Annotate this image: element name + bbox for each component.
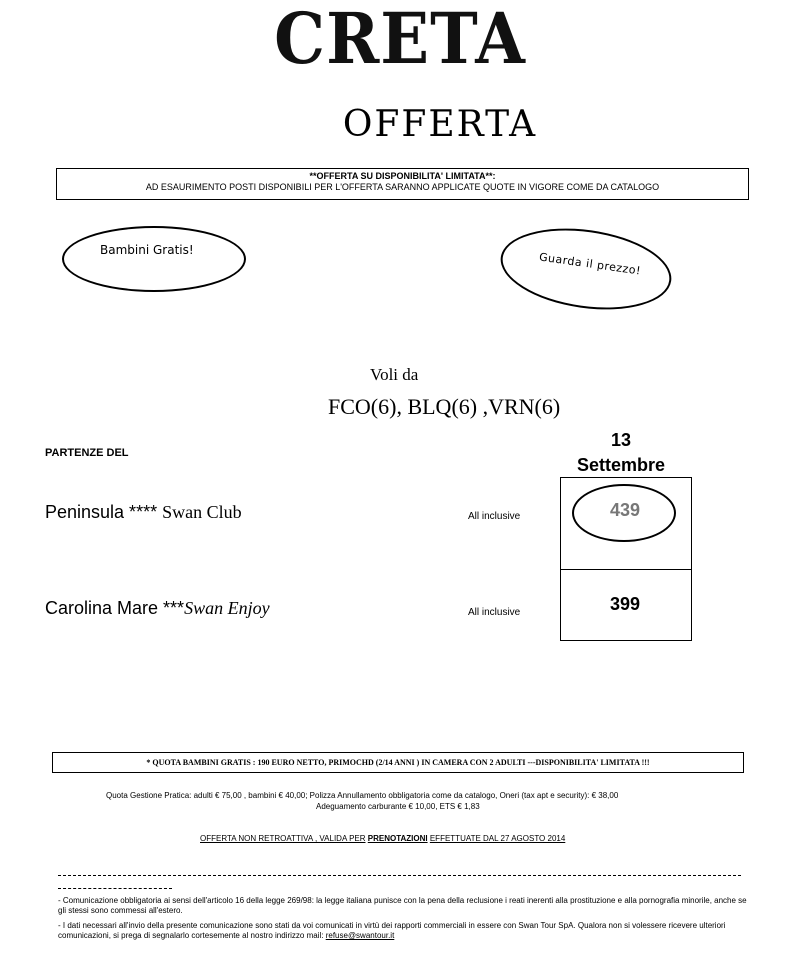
hotel-name: Peninsula **** [45, 502, 158, 522]
legal-note: - Comunicazione obbligatoria ai sensi dell'articolo 16 della legge 269/98: la legge italiana punisce con la pena della reclusione i reati inerenti alla prostituzione e alla pornografia minorile, anche se gli stessi sono commessi all'estero. [58, 896, 747, 915]
offer-validity-note [200, 834, 565, 843]
departure-month: Settembre [576, 455, 666, 475]
departures-label: PARTENZE DEL [45, 447, 129, 459]
email-link[interactable]: refuse@swantour.it [325, 931, 395, 940]
privacy-note-text: - I dati necessari all'invio della presente comunicazione sono stati da voi comunicati in virtù dei rapporti commerciali in essere con Swan Tour SpA. Qualora non si volessere ricevere ulteriori comunicazioni, si prega di segnalarlo cortesemente al nostro indirizzo mail: [58, 921, 726, 940]
fees-line: Quota Gestione Pratica: adulti € 75,00 , bambini € 40,00; Polizza Annullamento obbligatoria come da catalogo, Oneri (tax apt e security): € 38,00 [106, 791, 619, 800]
hotel-treatment: All inclusive [468, 511, 521, 522]
hotel-row [45, 502, 242, 523]
offer-note-suffix: EFFETTUATE DAL 27 AGOSTO 2014 [429, 834, 566, 843]
privacy-note [58, 921, 748, 941]
price-badge [495, 218, 676, 319]
page-subtitle: OFFERTA [342, 104, 538, 145]
kids-price-note: * QUOTA BAMBINI GRATIS : 190 EURO NETTO, PRIMOCHD (2/14 ANNI ) IN CAMERA CON 2 ADULTI ---DISPONIBILITA' LIMITATA !!! [52, 752, 744, 773]
footer-divider-short [58, 888, 172, 889]
page-title: CRETA [274, 0, 526, 81]
price-cell: 399 [609, 594, 641, 614]
price-circle [572, 484, 676, 542]
price-badge-label: Guarda il prezzo! [538, 250, 642, 278]
price-divider [560, 569, 691, 570]
hotel-treatment: All inclusive [468, 607, 521, 618]
fees-line: Adeguamento carburante € 10,00, ETS € 1,83 [316, 802, 480, 811]
footer-divider [58, 875, 741, 876]
notice-text: AD ESAURIMENTO POSTI DISPONIBILI PER L'OFFERTA SARANNO APPLICATE QUOTE IN VIGORE COME DA CATALOGO [145, 182, 660, 192]
kids-free-label: Bambini Gratis! [100, 243, 194, 257]
hotel-brand: Swan Enjoy [184, 598, 270, 618]
hotel-name: Carolina Mare *** [45, 598, 185, 618]
flights-label: Voli da [370, 365, 419, 384]
offer-note-bold: PRENOTAZIONI [367, 834, 428, 843]
kids-free-badge [62, 226, 246, 292]
offer-note-prefix: OFFERTA NON RETROATTIVA , VALIDA PER [200, 834, 366, 843]
availability-notice [56, 168, 749, 200]
price-cell: 439 [609, 500, 641, 520]
flights-airports: FCO(6), BLQ(6) ,VRN(6) [328, 394, 561, 419]
notice-heading: **OFFERTA SU DISPONIBILITA' LIMITATA**: [309, 171, 496, 181]
hotel-row [45, 598, 270, 619]
hotel-brand: Swan Club [162, 502, 242, 522]
departure-day: 13 [610, 430, 632, 450]
